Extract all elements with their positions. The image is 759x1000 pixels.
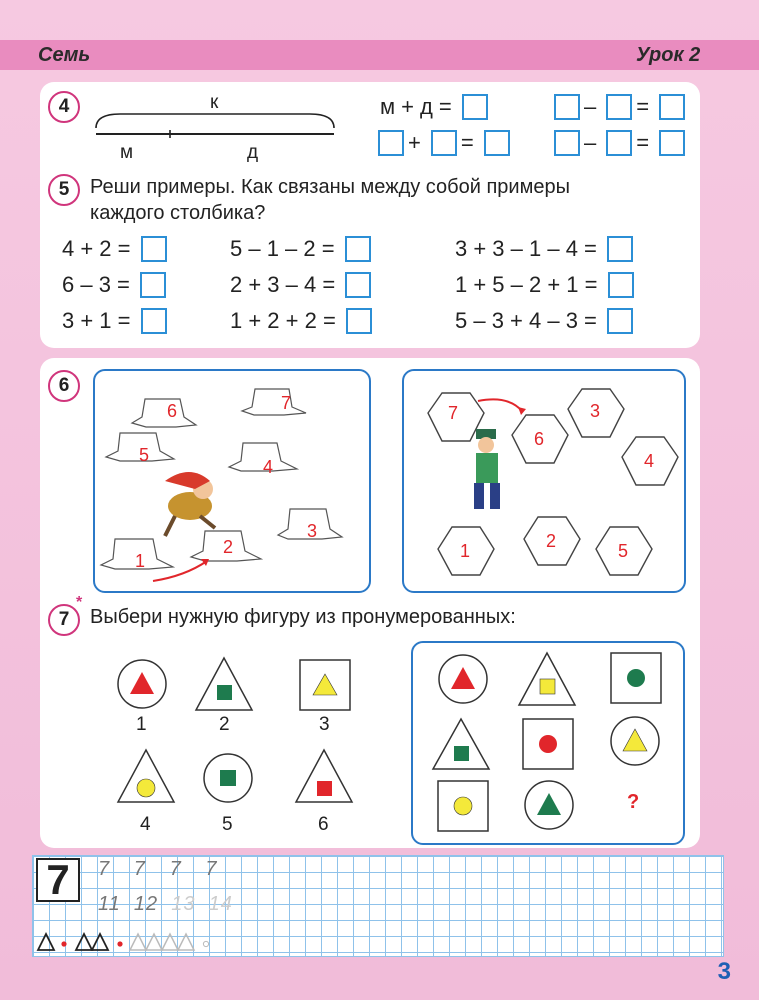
task5-col1-row3: 3 + 1 =	[62, 308, 171, 334]
task5-col1-row1: 4 + 2 =	[62, 236, 171, 262]
stump-number: 5	[139, 445, 150, 465]
stumps-frame	[93, 369, 371, 593]
answer-box[interactable]	[140, 272, 166, 298]
task7-text: Выбери нужную фигуру из пронумерованных:	[90, 606, 516, 628]
answer-box[interactable]	[141, 236, 167, 262]
segment-label-k: к	[210, 92, 219, 113]
task5-col1-row2: 6 – 3 =	[62, 272, 170, 298]
task5-text-line1: Реши примеры. Как связаны между собой примеры	[90, 176, 570, 198]
answer-box[interactable]	[345, 272, 371, 298]
answer-box[interactable]	[606, 94, 632, 120]
task5-col3-row3: 5 – 3 + 4 – 3 =	[455, 308, 637, 334]
task4-eq3: – =	[550, 94, 689, 120]
page-number: 3	[717, 958, 731, 985]
lantern-number: 4	[644, 451, 655, 471]
question-mark[interactable]: ?	[627, 791, 640, 813]
figure-label-6: 6	[318, 814, 329, 835]
header-left: Семь	[38, 44, 91, 66]
task6-number: 6	[48, 370, 80, 402]
answer-box[interactable]	[607, 236, 633, 262]
answer-box[interactable]	[431, 130, 457, 156]
lantern-number: 5	[618, 541, 629, 561]
answer-box[interactable]	[378, 130, 404, 156]
header-right: Урок 2	[636, 44, 701, 66]
task7-star: *	[76, 594, 83, 611]
lanterns-illustration	[404, 371, 684, 591]
writing-row2: 11 12 13 14	[98, 893, 233, 915]
stump-number: 3	[307, 521, 318, 541]
figure-label-1: 1	[136, 714, 147, 735]
answer-box[interactable]	[346, 308, 372, 334]
answer-box[interactable]	[659, 130, 685, 156]
numbered-figures	[100, 650, 370, 840]
task4-eq4: – =	[550, 130, 689, 156]
lantern-number: 1	[460, 541, 471, 561]
triangle-dot-pattern	[36, 930, 236, 952]
task5-col2-row3: 1 + 2 + 2 =	[230, 308, 376, 334]
lantern-number: 2	[546, 531, 557, 551]
answer-box[interactable]	[345, 236, 371, 262]
stump-number: 4	[263, 457, 274, 477]
task4-eq1: м + д =	[380, 94, 492, 120]
lanterns-frame	[402, 369, 686, 593]
segment-label-m: м	[120, 142, 134, 163]
answer-box[interactable]	[659, 94, 685, 120]
lantern-number: 3	[590, 401, 601, 421]
segment-label-d: д	[247, 142, 259, 163]
writing-row1: 7 7 7 7	[98, 858, 219, 880]
stump-number: 1	[135, 551, 146, 571]
stump-number: 7	[281, 393, 292, 413]
lantern-number: 6	[534, 429, 545, 449]
task5-number: 5	[48, 174, 80, 206]
header-bar	[0, 40, 759, 70]
task5-col3-row2: 1 + 5 – 2 + 1 =	[455, 272, 638, 298]
figure-label-4: 4	[140, 814, 151, 835]
answer-box[interactable]	[462, 94, 488, 120]
stumps-illustration	[95, 371, 369, 591]
task5-col2-row1: 5 – 1 – 2 =	[230, 236, 375, 262]
stump-number: 2	[223, 537, 234, 557]
task7-number: 7	[48, 604, 80, 636]
stump-number: 6	[167, 401, 178, 421]
lamplighter-figure	[474, 429, 500, 509]
task5-col3-row1: 3 + 3 – 1 – 4 =	[455, 236, 637, 262]
answer-box[interactable]	[554, 130, 580, 156]
figure-label-5: 5	[222, 814, 233, 835]
pattern-frame	[411, 641, 685, 845]
answer-box[interactable]	[484, 130, 510, 156]
digit-sample: 7	[36, 858, 80, 902]
gnome-figure	[165, 472, 215, 536]
answer-box[interactable]	[607, 308, 633, 334]
task5-text-line2: каждого столбика?	[90, 202, 266, 224]
task4-eq2: + =	[374, 130, 514, 156]
figure-label-2: 2	[219, 714, 230, 735]
task4-number: 4	[48, 91, 80, 123]
answer-box[interactable]	[554, 94, 580, 120]
answer-box[interactable]	[141, 308, 167, 334]
answer-box[interactable]	[606, 130, 632, 156]
answer-box[interactable]	[608, 272, 634, 298]
figure-label-3: 3	[319, 714, 330, 735]
pattern-grid	[413, 643, 683, 843]
task5-col2-row2: 2 + 3 – 4 =	[230, 272, 375, 298]
lantern-number: 7	[448, 403, 459, 423]
